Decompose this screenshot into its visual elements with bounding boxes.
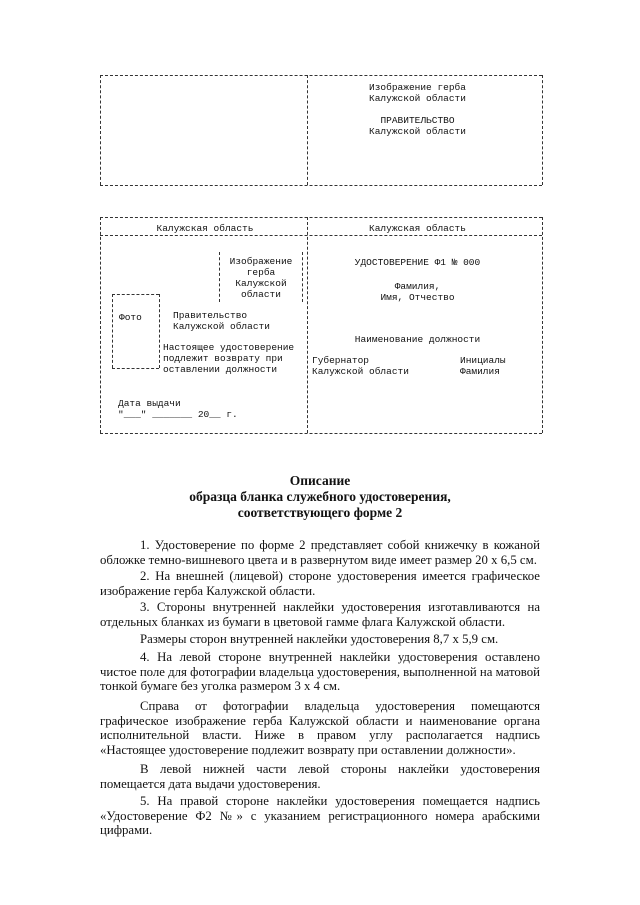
paragraph-5: 5. На правой стороне наклейки удостоверения помещается надпись «Удостоверение Ф2 №» с указанием регистрационного номера арабскими цифрами. bbox=[100, 794, 540, 838]
inner-top-border bbox=[100, 217, 542, 218]
paragraph-4-date: В левой нижней части левой стороны наклейки удостоверения помещается дата выдачи удостоверения. bbox=[100, 762, 540, 791]
cover-government-text: ПРАВИТЕЛЬСТВО Калужской области bbox=[369, 115, 466, 137]
inner-right-border bbox=[542, 217, 543, 433]
cover-right-border bbox=[542, 75, 543, 185]
certificate-number: УДОСТОВЕРЕНИЕ Ф1 № 000 bbox=[354, 257, 481, 268]
inner-left-header: Калужская область bbox=[156, 223, 254, 234]
initials-text: Инициалы Фамилия bbox=[460, 355, 506, 377]
inner-bottom-border bbox=[100, 433, 542, 434]
inner-header-divider bbox=[100, 235, 542, 236]
paragraph-1: 1. Удостоверение по форме 2 представляет собой книжечку в кожаной обложке темно-вишневого цвета и в развернутом виде имеет размер 20 х 6,5 см. bbox=[100, 538, 540, 567]
photo-box-top bbox=[112, 294, 159, 295]
paragraph-2: 2. На внешней (лицевой) стороне удостоверения имеется графическое изображение герба Калужской области. bbox=[100, 569, 540, 598]
photo-box-left bbox=[112, 294, 113, 368]
photo-label: Фото bbox=[119, 312, 142, 323]
paragraph-4: 4. На левой стороне внутренней наклейки удостоверения оставлено чистое поле для фотографии владельца удостоверения, выполненной на матовой тонкой бумаге без уголка размером 3 х 4 см. bbox=[100, 650, 540, 694]
emblem-box-right bbox=[302, 252, 303, 302]
inner-right-header: Калужская область bbox=[369, 223, 466, 234]
issue-date-line: "___" _______ 20__ г. bbox=[118, 409, 238, 420]
cover-left-border bbox=[100, 75, 101, 185]
cover-emblem-text: Изображение герба Калужской области bbox=[369, 82, 466, 104]
photo-box-bottom bbox=[112, 368, 159, 369]
photo-box-right bbox=[159, 294, 160, 368]
inner-emblem-text: Изображение герба Калужской области bbox=[229, 256, 293, 300]
governor-text: Губернатор Калужской области bbox=[312, 355, 409, 377]
position-title-text: Наименование должности bbox=[354, 334, 481, 345]
return-notice-text: Настоящее удостоверение подлежит возврату при оставлении должности bbox=[163, 342, 295, 375]
inner-government-text: Правительство Калужской области bbox=[173, 310, 270, 332]
issue-date-label: Дата выдачи bbox=[118, 398, 181, 409]
paragraph-4-emblem: Справа от фотографии владельца удостоверения помещаются графическое изображение герба Калужской области и наименование органа исполнительной власти. Ниже в правом углу располагается надпись «Настоящее удостоверение подлежит возврату при оставлении должности». bbox=[100, 699, 540, 757]
inner-left-border bbox=[100, 217, 101, 433]
holder-name-text: Фамилия, Имя, Отчество bbox=[380, 281, 455, 303]
cover-middle-fold bbox=[307, 75, 308, 185]
cover-top-border bbox=[100, 75, 542, 76]
cover-bottom-border bbox=[100, 185, 542, 186]
paragraph-3: 3. Стороны внутренней наклейки удостоверения изготавливаются на отдельных бланках из бумаги в цветовой гамме флага Калужской области. bbox=[100, 600, 540, 629]
description-title: Описание образца бланка служебного удостоверения, соответствующего форме 2 bbox=[189, 473, 451, 520]
inner-middle-fold bbox=[307, 217, 308, 433]
paragraph-3-sizes: Размеры сторон внутренней наклейки удостоверения 8,7 х 5,9 см. bbox=[140, 632, 499, 646]
